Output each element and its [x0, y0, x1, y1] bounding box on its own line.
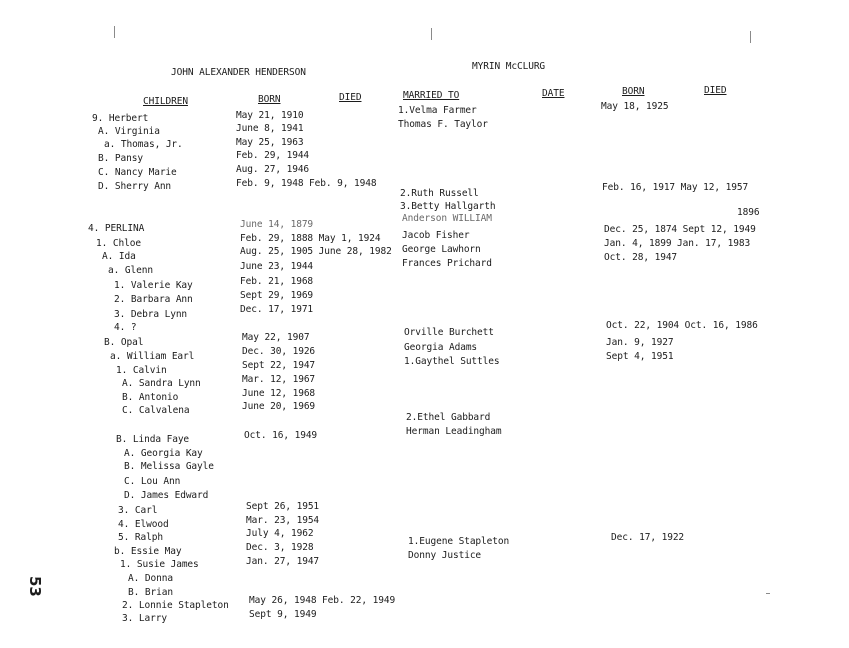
spouse-dates: Dec. 17, 1922 — [611, 532, 685, 543]
spouse-entry: Donny Justice — [408, 550, 482, 561]
child-name: b. Essie May — [114, 546, 182, 557]
birth-date: June 23, 1944 — [240, 261, 314, 272]
birth-date: May 21, 1910 — [236, 110, 304, 121]
column-died-spouse: DIED — [704, 85, 727, 96]
spouse-dates: 1896 — [737, 207, 760, 218]
spouse-entry: 2.Ruth Russell — [400, 188, 479, 199]
child-name: A. Ida — [102, 251, 136, 262]
spouse-dates: Jan. 9, 1927 — [606, 337, 674, 348]
spouse-entry: 1.Gaythel Suttles — [404, 356, 500, 367]
child-name: 4. PERLINA — [88, 223, 145, 234]
spouse-dates: Sept 4, 1951 — [606, 351, 674, 362]
child-name: a. Glenn — [108, 265, 153, 276]
birth-date: June 12, 1968 — [242, 388, 316, 399]
birth-date: Sept 26, 1951 — [246, 501, 320, 512]
column-married-to: MARRIED TO — [403, 90, 460, 101]
spouse-entry: Jacob Fisher — [402, 230, 470, 241]
spouse-entry: Orville Burchett — [404, 327, 494, 338]
column-born-spouse: BORN — [622, 86, 645, 97]
child-name: A. Virginia — [98, 126, 160, 137]
column-children: CHILDREN — [143, 96, 188, 107]
child-name: 1. Susie James — [120, 559, 199, 570]
child-name: 2. Lonnie Stapleton — [122, 600, 229, 611]
child-name: A. Donna — [128, 573, 173, 584]
birth-date: June 14, 1879 — [240, 219, 314, 230]
spouse-dates: Dec. 25, 1874 Sept 12, 1949 — [604, 224, 756, 235]
birth-date: Dec. 3, 1928 — [246, 542, 314, 553]
spouse-entry: 1.Eugene Stapleton — [408, 536, 510, 547]
birth-date: June 20, 1969 — [242, 401, 316, 412]
scan-mark — [766, 593, 770, 594]
child-name: 1. Calvin — [116, 365, 167, 376]
spouse-entry: Georgia Adams — [404, 342, 478, 353]
child-name: a. Thomas, Jr. — [104, 139, 183, 150]
child-name: 2. Barbara Ann — [114, 294, 193, 305]
spouse-entry: 3.Betty Hallgarth — [400, 201, 496, 212]
child-name: 1. Chloe — [96, 238, 141, 249]
column-date: DATE — [542, 88, 565, 99]
child-name: B. Melissa Gayle — [124, 461, 214, 472]
child-name: C. Nancy Marie — [98, 167, 177, 178]
spouse-entry: Thomas F. Taylor — [398, 119, 488, 130]
spouse-entry: Anderson WILLIAM — [402, 213, 492, 224]
birth-date: July 4, 1962 — [246, 528, 314, 539]
spouse-entry: Herman Leadingham — [406, 426, 502, 437]
birth-date: Mar. 12, 1967 — [242, 374, 316, 385]
child-name: C. Lou Ann — [124, 476, 181, 487]
child-name: B. Antonio — [122, 392, 179, 403]
birth-date: Oct. 16, 1949 — [244, 430, 318, 441]
birth-date: May 26, 1948 Feb. 22, 1949 — [249, 595, 396, 606]
birth-date: Sept 29, 1969 — [240, 290, 314, 301]
birth-date: Dec. 17, 1971 — [240, 304, 314, 315]
child-name: 9. Herbert — [92, 113, 149, 124]
child-name: B. Linda Faye — [116, 434, 190, 445]
spouse-entry: Frances Prichard — [402, 258, 492, 269]
scan-mark — [431, 28, 432, 40]
spouse-entry: George Lawhorn — [402, 244, 481, 255]
birth-date: Sept 22, 1947 — [242, 360, 316, 371]
birth-date: Mar. 23, 1954 — [246, 515, 320, 526]
child-name: 3. Debra Lynn — [114, 309, 188, 320]
scan-mark — [114, 26, 115, 38]
child-name: 1. Valerie Kay — [114, 280, 193, 291]
child-name: B. Pansy — [98, 153, 143, 164]
column-born: BORN — [258, 94, 281, 105]
child-name: 4. ? — [114, 322, 137, 333]
spouse-dates: May 18, 1925 — [601, 101, 669, 112]
scan-mark — [750, 31, 751, 43]
spouse-dates: Feb. 16, 1917 May 12, 1957 — [602, 182, 749, 193]
child-name: 4. Elwood — [118, 519, 169, 530]
child-name: a. William Earl — [110, 351, 195, 362]
child-name: 5. Ralph — [118, 532, 163, 543]
birth-date: June 8, 1941 — [236, 123, 304, 134]
birth-date: May 22, 1907 — [242, 332, 310, 343]
child-name: D. Sherry Ann — [98, 181, 172, 192]
birth-date: Feb. 29, 1888 May 1, 1924 — [240, 233, 381, 244]
spouse-dates: Oct. 22, 1904 Oct. 16, 1986 — [606, 320, 758, 331]
spouse-entry: 2.Ethel Gabbard — [406, 412, 491, 423]
person-name: JOHN ALEXANDER HENDERSON — [171, 67, 306, 78]
spouse-name: MYRIN McCLURG — [472, 61, 546, 72]
margin-page-number: 53 — [26, 576, 44, 597]
birth-date: Aug. 25, 1905 June 28, 1982 — [240, 246, 392, 257]
spouse-dates: Jan. 4, 1899 Jan. 17, 1983 — [604, 238, 751, 249]
birth-date: Sept 9, 1949 — [249, 609, 317, 620]
child-name: A. Georgia Kay — [124, 448, 203, 459]
child-name: D. James Edward — [124, 490, 209, 501]
spouse-dates: Oct. 28, 1947 — [604, 252, 678, 263]
column-died: DIED — [339, 92, 362, 103]
child-name: A. Sandra Lynn — [122, 378, 201, 389]
birth-date: Jan. 27, 1947 — [246, 556, 320, 567]
child-name: C. Calvalena — [122, 405, 190, 416]
birth-date: Feb. 9, 1948 Feb. 9, 1948 — [236, 178, 377, 189]
child-name: 3. Carl — [118, 505, 158, 516]
birth-date: Feb. 21, 1968 — [240, 276, 314, 287]
birth-date: Aug. 27, 1946 — [236, 164, 310, 175]
child-name: B. Brian — [128, 587, 173, 598]
birth-date: Dec. 30, 1926 — [242, 346, 316, 357]
spouse-entry: 1.Velma Farmer — [398, 105, 477, 116]
child-name: B. Opal — [104, 337, 144, 348]
birth-date: May 25, 1963 — [236, 137, 304, 148]
birth-date: Feb. 29, 1944 — [236, 150, 310, 161]
child-name: 3. Larry — [122, 613, 167, 624]
